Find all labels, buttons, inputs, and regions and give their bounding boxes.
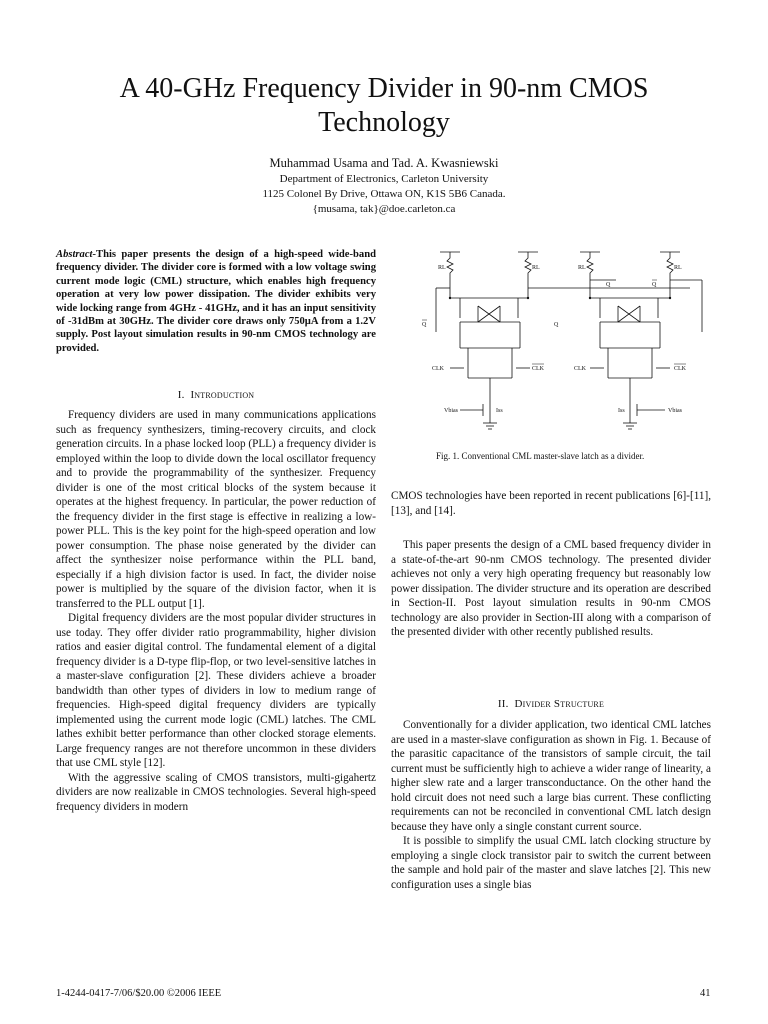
- divider-structure-body: [391, 718, 711, 892]
- introduction-body: [56, 408, 376, 814]
- figure-label-iss: Iss: [618, 408, 625, 414]
- section-title: Introduction: [190, 389, 255, 401]
- figure-label-q: Q: [554, 322, 559, 328]
- affiliation-department: Department of Electronics, Carleton University: [279, 173, 489, 185]
- figure-label-vbias: Vbias: [444, 408, 458, 414]
- figure-label-vbias: Vbias: [668, 408, 682, 414]
- paragraph: It is possible to simplify the usual CML latch clocking structure by employing a single clock transistor pair to switch the current between the sample and hold pair of the master and slave latches [2]. This new configuration uses a single bias: [391, 835, 711, 891]
- section-number: I.: [177, 389, 185, 401]
- figure-caption: Fig. 1. Conventional CML master-slave latch as a divider.: [436, 451, 645, 461]
- abstract: [56, 248, 376, 355]
- abstract-lead: Abstract-: [56, 249, 97, 260]
- paper-authors: Muhammad Usama and Tad. A. Kwasniewski: [269, 156, 499, 170]
- figure-label-qbar: Q: [652, 282, 657, 288]
- paragraph: Digital frequency dividers are the most popular divider structures in use today. They offer divider ratio programmability, higher division ratios and easier digital control. The fundamental element of a digital frequency divider is a D-type flip-flop, or two level-sensitive latches in a master-slave configuration [2]. These dividers achieve a broader bandwidth than other types of dividers in low to medium range of frequencies. High-speed digital frequency dividers are typically implemented using the current mode logic (CML) latches. The CML lathes exhibit better performance than other clocked storage elements. Large frequency ranges are not therefore uncommon in these dividers that use CML style [12].: [56, 612, 376, 769]
- footer-copyright: 1-4244-0417-7/06/$20.00 ©2006 IEEE: [56, 988, 222, 999]
- paper-title: A 40-GHz Frequency Divider in 90-nm CMOS Technology: [119, 73, 649, 138]
- figure-label-q: Q: [606, 282, 611, 288]
- section-heading-divider-structure: [391, 697, 711, 712]
- figure-label-iss: Iss: [496, 408, 503, 414]
- paragraph: CMOS technologies have been reported in recent publications [6]-[11], [13], and [14].: [391, 490, 711, 517]
- paragraph: With the aggressive scaling of CMOS transistors, multi-gigahertz dividers are now realizable in CMOS technologies. Several high-speed frequency dividers in modern: [56, 771, 376, 813]
- figure-label-clk: CLK: [574, 366, 586, 372]
- figure-label-clk: CLK: [432, 366, 444, 372]
- figure-label-clkbar: CLK: [532, 366, 544, 372]
- section-heading-introduction: [56, 388, 376, 403]
- figure-label-clkbar: CLK: [674, 366, 686, 372]
- right-column-continuation: [391, 489, 711, 518]
- figure-label-rl: RL: [438, 265, 446, 271]
- affiliation-address: 1125 Colonel By Drive, Ottawa ON, K1S 5B6 Canada.: [262, 188, 506, 200]
- page-number: 41: [700, 988, 711, 999]
- figure-label-rl: RL: [674, 265, 682, 271]
- cml-latch-schematic: [420, 248, 710, 448]
- figure-label-rl: RL: [578, 265, 586, 271]
- paragraph: This paper presents the design of a CML based frequency divider in a state-of-the-art 90-nm CMOS technology. The presented divider achieves not only a very high operating frequency but reasonably low power dissipation. The divider structure and its operation are described in Section-II. Post layout simulation results in 90-nm CMOS technology are also provider in Section-III along with a comparison of the presented divider with other recently published results.: [391, 539, 711, 638]
- section-title: Divider Structure: [514, 698, 605, 710]
- paragraph: Conventionally for a divider application, two identical CML latches are used in a master-slave configuration as shown in Fig. 1. Because of the parasitic capacitance of the transistors of sample circuit, the tail current must be sufficiently high to achieve a wider range of linearity, a higher slew rate and a larger transconductance. On the other hand the hold circuit does not need such a large bias current. These conflicting requirements can not be reconciled in conventional CML latch design because they have only a single constant current source.: [391, 719, 711, 833]
- figure-label-rl: RL: [532, 265, 540, 271]
- affiliation-email: {musama, tak}@doe.carleton.ca: [312, 203, 456, 215]
- section-number: II.: [497, 698, 509, 710]
- paragraph: Frequency dividers are used in many communications applications such as frequency synthesizers, timing-recovery circuits, and clock generation circuits. In a phase locked loop (PLL) a frequency divider is employed within the loop to divide down the local oscillator frequency and to provide the programmability of the synthesizer. Frequency divider is one of the most critical blocks of the system because it operates at the highest frequency. In particular, the power reduction of the frequency divider in the first stage is effective in realizing a low-power PLL. This is the key point for the high-speed operation and low power consumption. The phase noise generated by the divider can affect the synthesizer noise performance within the PLL band, especially if a high division factor is used. In fact, the divider noise power is multiplied by the square of the division factor, when it is transferred to the PLL output [1].: [56, 409, 376, 610]
- abstract-text: This paper presents the design of a high-speed wide-band frequency divider. The divider core is formed with a low voltage swing current mode logic (CML) structure, which enables high frequency operation at very low power dissipation. The divider exhibits very wide locking range from 4GHz - 41GHz, and it has an input sensitivity of -31dBm at 30GHz. The divider core draws only 750µA from a 1.2V supply. Post layout simulation results in 90-nm CMOS technology are provided.: [56, 249, 376, 354]
- figure-label-qbar: Q: [422, 322, 427, 328]
- right-column-paragraph: [391, 538, 711, 640]
- figure-1-schematic: [420, 248, 710, 448]
